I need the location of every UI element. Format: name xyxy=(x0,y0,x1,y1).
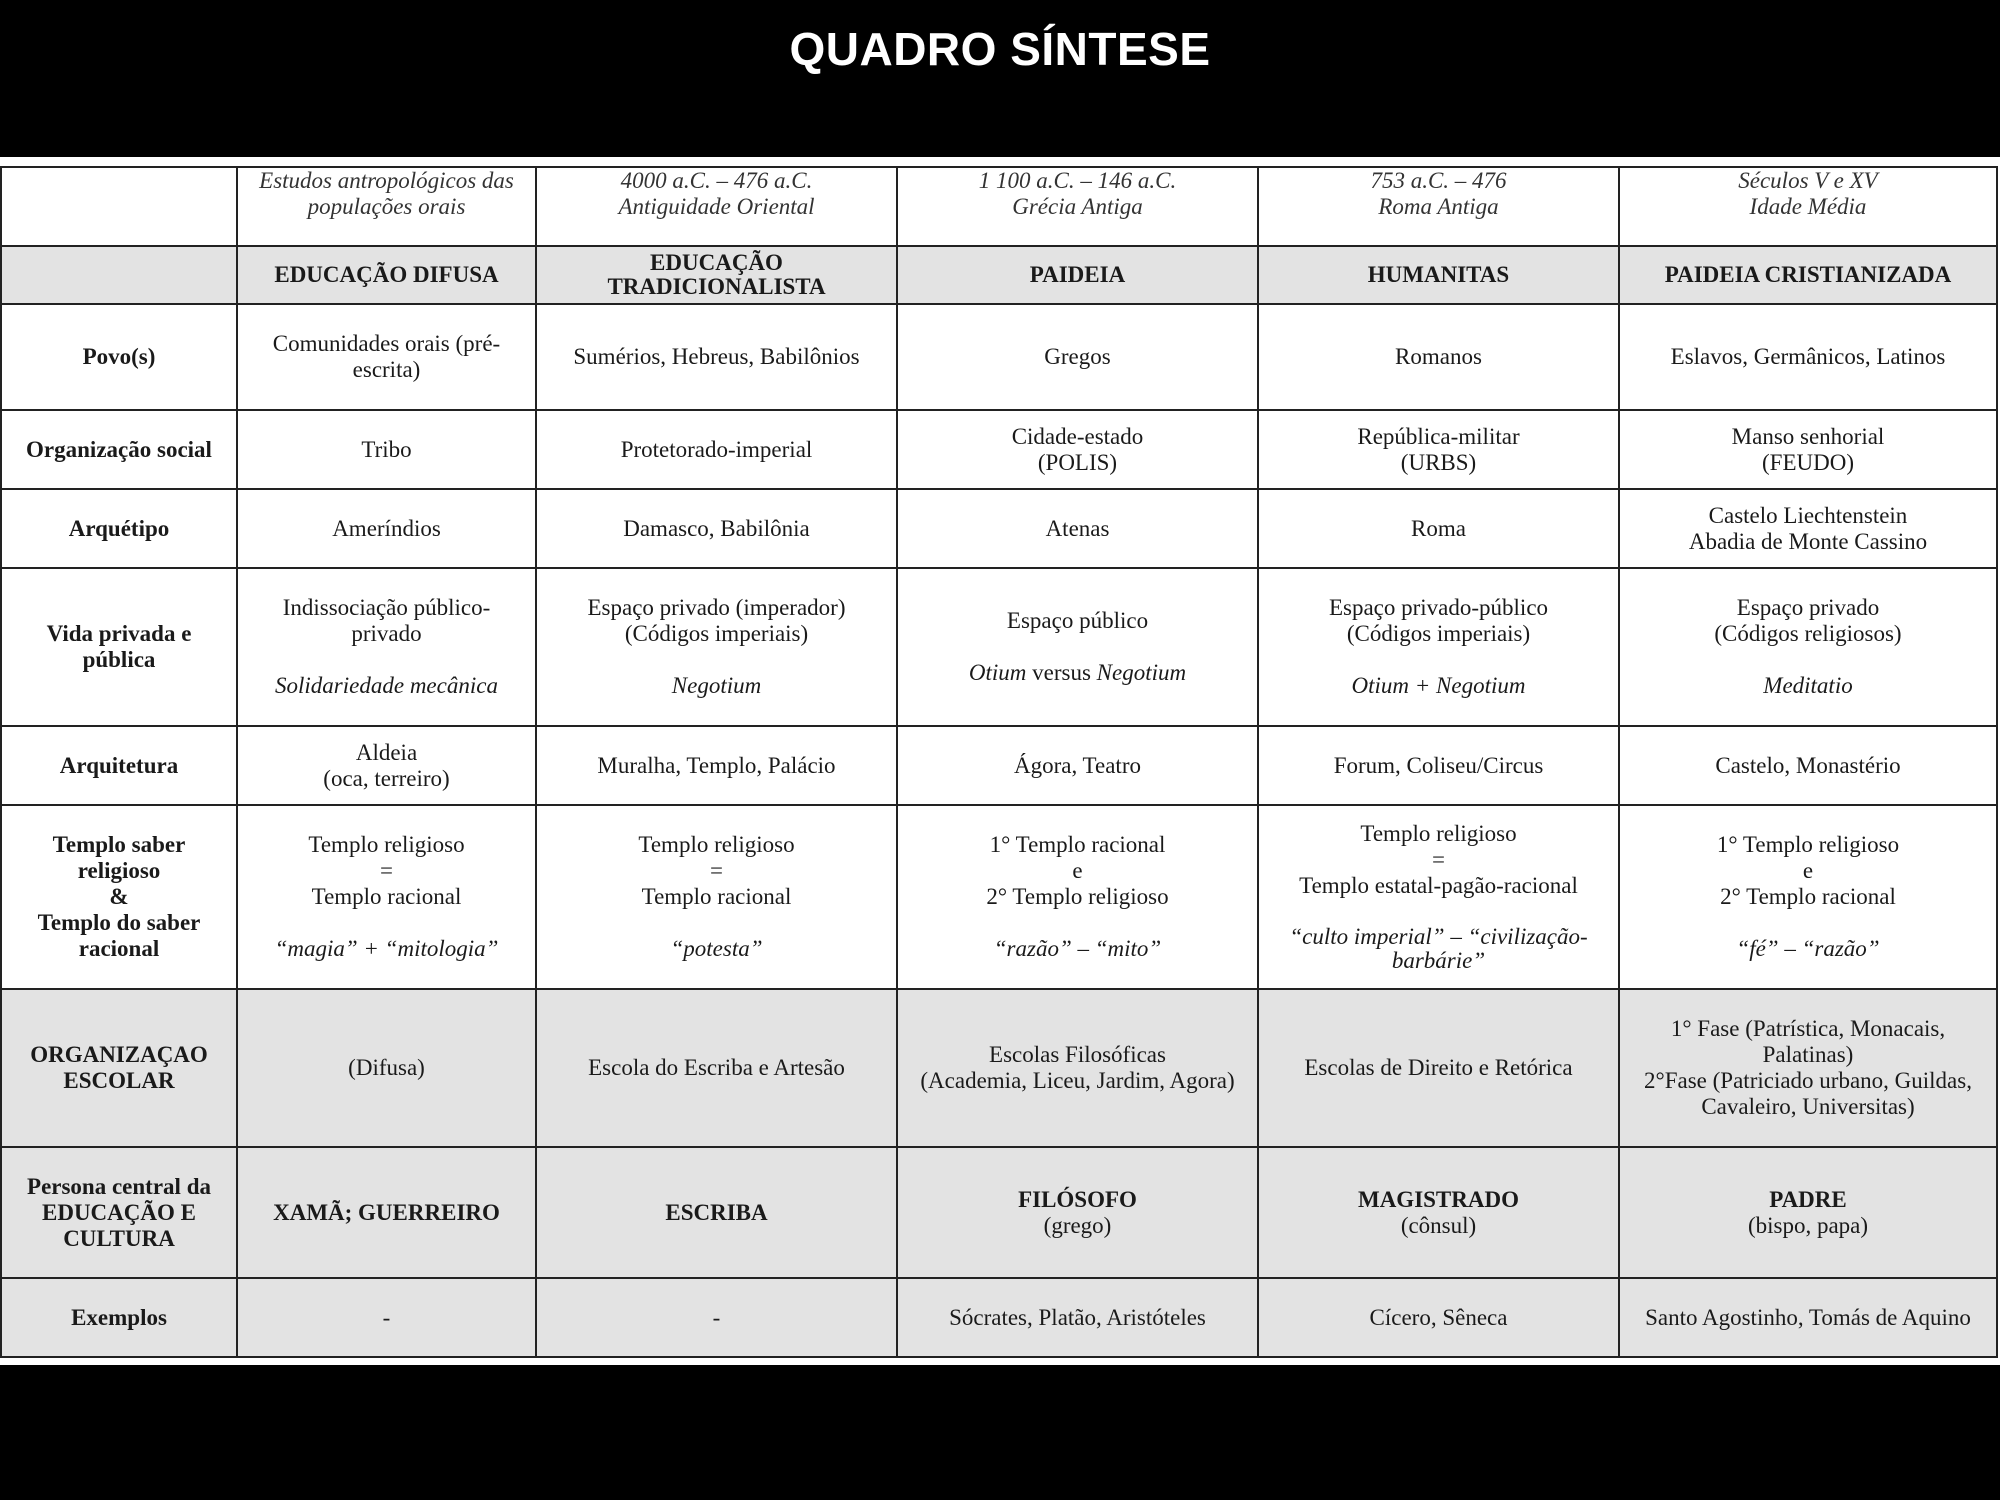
corner-cell xyxy=(1,246,237,304)
row-label: ORGANIZAÇAO ESCOLAR xyxy=(1,989,237,1147)
table-row xyxy=(1,1278,1997,1357)
table-cell: Ágora, Teatro xyxy=(897,726,1258,805)
table-cell: Cidade-estado (POLIS) xyxy=(897,410,1258,489)
table-row xyxy=(1,1147,1997,1278)
table-cell: Templo religioso = Templo racional “potesta” xyxy=(536,805,897,989)
row-label: Templo saber religioso & Templo do saber racional xyxy=(1,805,237,989)
row-label: Arquitetura xyxy=(1,726,237,805)
table-cell: Atenas xyxy=(897,489,1258,568)
row-label: Arquétipo xyxy=(1,489,237,568)
table-cell: Templo religioso = Templo estatal-pagão-racional “culto imperial” – “civilização-barbárie” xyxy=(1258,805,1619,989)
table-cell: 1° Fase (Patrística, Monacais, Palatinas) 2°Fase (Patriciado urbano, Guildas, Cavaleiro, Universitas) xyxy=(1619,989,1997,1147)
table-cell: Roma xyxy=(1258,489,1619,568)
period-cell: 1 100 a.C. – 146 a.C. Grécia Antiga xyxy=(897,167,1258,246)
table-cell: Sócrates, Platão, Aristóteles xyxy=(897,1278,1258,1357)
table-cell: Gregos xyxy=(897,304,1258,410)
table-cell: Indissociação público- privado Solidariedade mecânica xyxy=(237,568,536,726)
table-cell: ESCRIBA xyxy=(536,1147,897,1278)
education-type-header: PAIDEIA CRISTIANIZADA xyxy=(1619,246,1997,304)
period-cell: Séculos V e XV Idade Média xyxy=(1619,167,1997,246)
table-row xyxy=(1,568,1997,726)
row-label: Povo(s) xyxy=(1,304,237,410)
summary-table xyxy=(0,166,1998,1358)
education-type-header: EDUCAÇÃO TRADICIONALISTA xyxy=(536,246,897,304)
table-cell: Cícero, Sêneca xyxy=(1258,1278,1619,1357)
row-label: Organização social xyxy=(1,410,237,489)
table-cell: Sumérios, Hebreus, Babilônios xyxy=(536,304,897,410)
table-cell: Escolas Filosóficas (Academia, Liceu, Jardim, Agora) xyxy=(897,989,1258,1147)
table-row xyxy=(1,410,1997,489)
slide-title: QUADRO SÍNTESE xyxy=(789,23,1211,75)
period-cell: Estudos antropológicos das populações orais xyxy=(237,167,536,246)
table-cell: Espaço privado (Códigos religiosos) Meditatio xyxy=(1619,568,1997,726)
table-cell: 1° Templo racional e 2° Templo religioso “razão” – “mito” xyxy=(897,805,1258,989)
period-row xyxy=(1,167,1997,246)
table-cell: FILÓSOFO (grego) xyxy=(897,1147,1258,1278)
table-row xyxy=(1,726,1997,805)
table-cell: (Difusa) xyxy=(237,989,536,1147)
table-cell: Santo Agostinho, Tomás de Aquino xyxy=(1619,1278,1997,1357)
table-row xyxy=(1,805,1997,989)
table-cell: - xyxy=(237,1278,536,1357)
table-cell: PADRE (bispo, papa) xyxy=(1619,1147,1997,1278)
education-type-row xyxy=(1,246,1997,304)
table-row xyxy=(1,989,1997,1147)
table-cell: Eslavos, Germânicos, Latinos xyxy=(1619,304,1997,410)
table-cell: MAGISTRADO (cônsul) xyxy=(1258,1147,1619,1278)
period-cell: 4000 a.C. – 476 a.C. Antiguidade Oriental xyxy=(536,167,897,246)
table-cell: - xyxy=(536,1278,897,1357)
row-label: Persona central da EDUCAÇÃO E CULTURA xyxy=(1,1147,237,1278)
table-cell: 1° Templo religioso e 2° Templo racional “fé” – “razão” xyxy=(1619,805,1997,989)
education-type-header: PAIDEIA xyxy=(897,246,1258,304)
table-cell: XAMÃ; GUERREIRO xyxy=(237,1147,536,1278)
table-cell: República-militar (URBS) xyxy=(1258,410,1619,489)
table-cell: Romanos xyxy=(1258,304,1619,410)
summary-table-sheet xyxy=(0,157,2000,1365)
table-row xyxy=(1,489,1997,568)
table-cell: Escolas de Direito e Retórica xyxy=(1258,989,1619,1147)
row-label: Exemplos xyxy=(1,1278,237,1357)
table-row xyxy=(1,304,1997,410)
table-cell: Castelo, Monastério xyxy=(1619,726,1997,805)
table-cell: Templo religioso = Templo racional “magia” + “mitologia” xyxy=(237,805,536,989)
table-cell: Forum, Coliseu/Circus xyxy=(1258,726,1619,805)
education-type-header: HUMANITAS xyxy=(1258,246,1619,304)
table-cell: Aldeia (oca, terreiro) xyxy=(237,726,536,805)
table-cell: Damasco, Babilônia xyxy=(536,489,897,568)
table-cell: Tribo xyxy=(237,410,536,489)
table-cell: Protetorado-imperial xyxy=(536,410,897,489)
table-cell: Muralha, Templo, Palácio xyxy=(536,726,897,805)
table-cell: Castelo Liechtenstein Abadia de Monte Cassino xyxy=(1619,489,1997,568)
table-cell: Escola do Escriba e Artesão xyxy=(536,989,897,1147)
table-cell: Espaço privado (imperador) (Códigos imperiais) Negotium xyxy=(536,568,897,726)
table-cell: Manso senhorial (FEUDO) xyxy=(1619,410,1997,489)
table-cell: Ameríndios xyxy=(237,489,536,568)
table-cell: Espaço público Otium versus Negotium xyxy=(897,568,1258,726)
table-cell: Comunidades orais (pré-escrita) xyxy=(237,304,536,410)
row-label: Vida privada e pública xyxy=(1,568,237,726)
table-cell: Espaço privado-público (Códigos imperiais) Otium + Negotium xyxy=(1258,568,1619,726)
corner-cell xyxy=(1,167,237,246)
education-type-header: EDUCAÇÃO DIFUSA xyxy=(237,246,536,304)
period-cell: 753 a.C. – 476 Roma Antiga xyxy=(1258,167,1619,246)
